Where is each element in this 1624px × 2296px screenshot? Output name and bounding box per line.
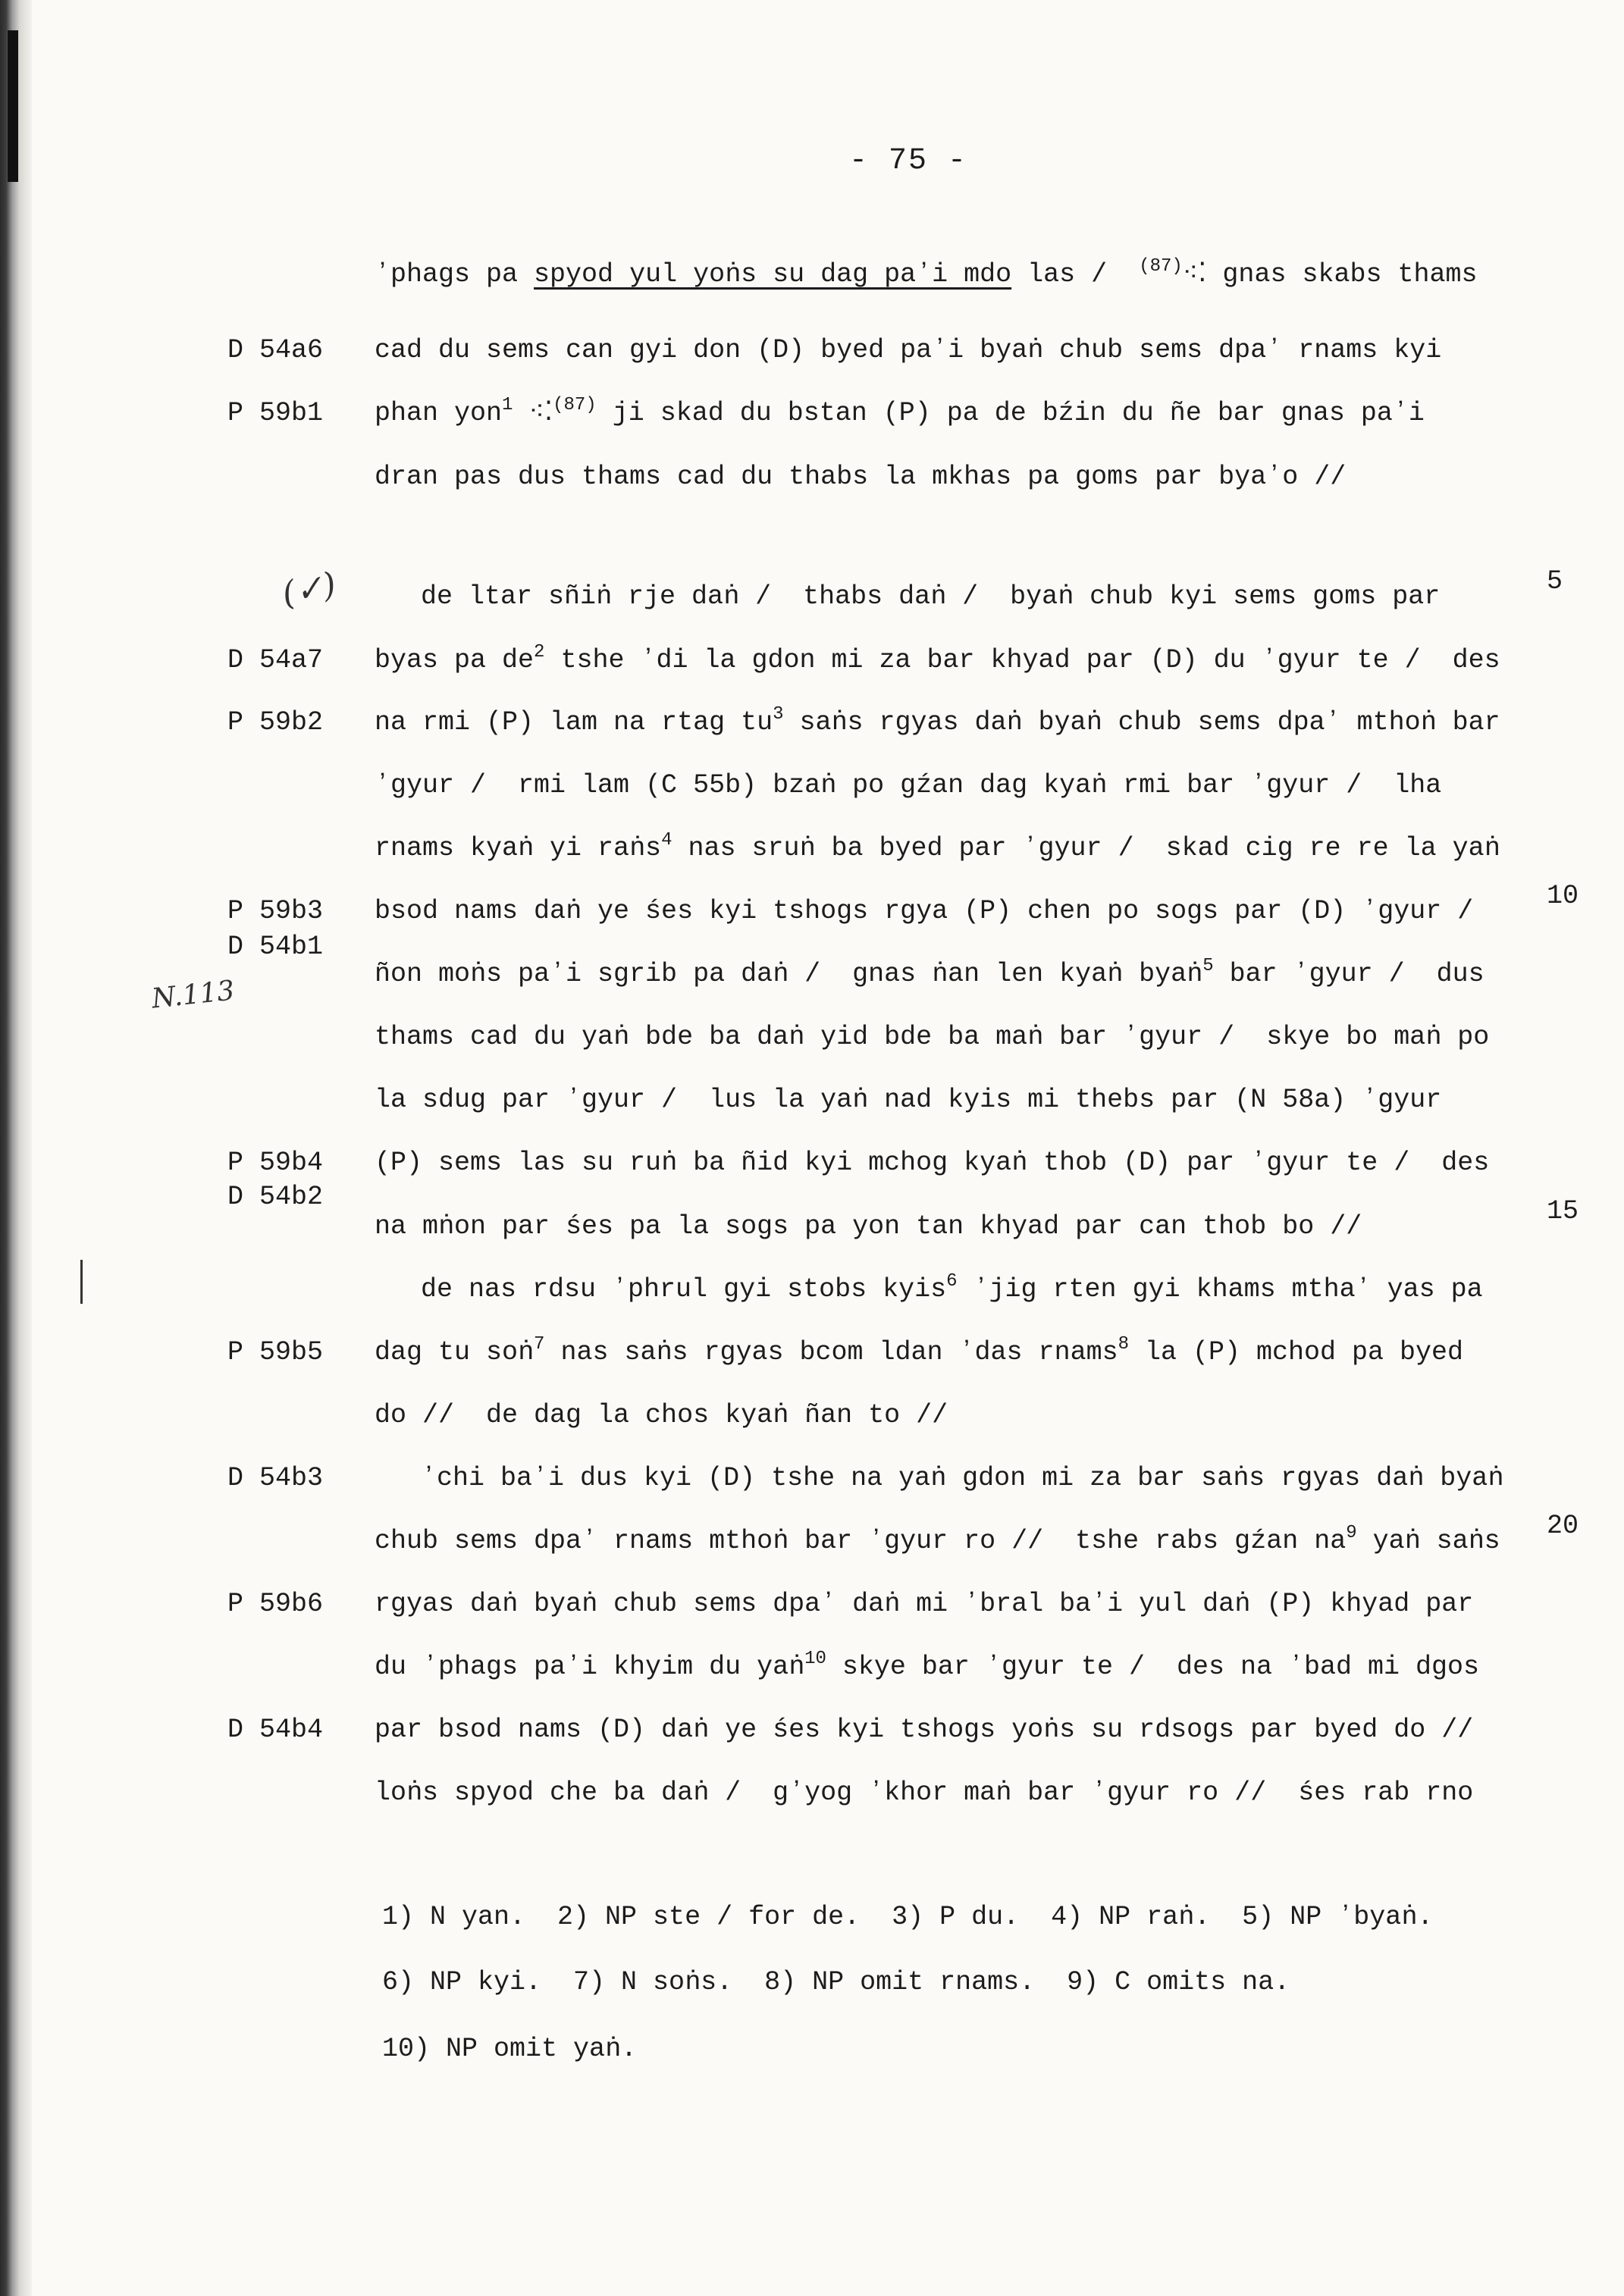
underlined-title: spyod yul yoṅs su dag paʼi mdo xyxy=(534,259,1012,290)
text-run: nas sruṅ ba byed par ʼgyur / skad cig re re la yaṅ xyxy=(672,833,1500,863)
text-line xyxy=(375,464,1346,490)
text-run: thams cad du yaṅ bde ba daṅ yid bde ba maṅ bar ʼgyur / skye bo maṅ po xyxy=(375,1022,1490,1052)
footnote: 10) NP omit yaṅ. xyxy=(382,2034,638,2064)
text-run: loṅs spyod che ba daṅ / gʼyog ʼkhor maṅ bar ʼgyur ro // śes rab rno xyxy=(375,1778,1474,1808)
text-run: las / xyxy=(1011,259,1140,290)
text-line xyxy=(421,1271,1483,1305)
folio-reference: D 54a6 xyxy=(227,335,324,365)
text-line xyxy=(375,772,1441,799)
footnote: 6) NP kyi. 7) N soṅs. 8) NP omit rnams. 9) C omits na. xyxy=(382,1967,1290,1997)
text-run: ⁖⁚ xyxy=(513,398,553,428)
text-line xyxy=(375,1717,1473,1743)
text-line xyxy=(375,1591,1473,1618)
text-run: de ltar sñiṅ rje daṅ / thabs daṅ / byaṅ chub kyi sems goms par xyxy=(421,581,1441,612)
folio-reference: D 54b1 xyxy=(227,932,324,962)
line-number: 5 xyxy=(1547,566,1563,597)
text-run: bar ʼgyur / dus xyxy=(1213,959,1484,989)
text-line xyxy=(421,1465,1503,1492)
folio-reference: P 59b3 xyxy=(227,896,324,926)
text-line xyxy=(375,642,1500,675)
footnote-marker: 7 xyxy=(534,1334,545,1355)
footnote-marker: 4 xyxy=(661,830,672,850)
footnote-marker: (87) xyxy=(553,395,597,415)
text-run: phan yon xyxy=(375,398,503,428)
text-run: ʼjig rten gyi khams mthaʼ yas pa xyxy=(957,1274,1483,1305)
folio-reference: P 59b6 xyxy=(227,1589,324,1619)
folio-reference: D 54b4 xyxy=(227,1715,324,1745)
text-line xyxy=(375,395,1425,428)
text-line xyxy=(375,704,1500,738)
footnote-marker: (87) xyxy=(1139,256,1183,277)
footnote-marker: 3 xyxy=(773,704,784,725)
text-run: par bsod nams (D) daṅ ye śes kyi tshogs yoṅs su rdsogs par byed do // xyxy=(375,1715,1474,1745)
text-run: la (P) mchod pa byed xyxy=(1128,1337,1464,1367)
text-line xyxy=(375,898,1473,925)
text-line xyxy=(375,1402,948,1429)
text-run: na mṅon par śes pa la sogs pa yon tan khyad par can thob bo // xyxy=(375,1211,1362,1242)
text-run: ñon moṅs paʼi sgrib pa daṅ / gnas ṅan len kyaṅ byaṅ xyxy=(375,959,1203,989)
text-line xyxy=(375,337,1441,364)
text-run: nas saṅs rgyas bcom ldan ʼdas rnams xyxy=(544,1337,1118,1367)
text-run: tshe ʼdi la gdon mi za bar khyad par (D) du ʼgyur te / des xyxy=(544,645,1500,675)
line-number: 20 xyxy=(1547,1511,1579,1541)
text-line xyxy=(375,956,1484,989)
footnote-marker: 10 xyxy=(804,1649,826,1669)
text-run: cad du sems can gyi don (D) byed paʼi byaṅ chub sems dpaʼ rnams kyi xyxy=(375,335,1442,365)
footnote-marker: 2 xyxy=(534,642,545,662)
text-run: do // de dag la chos kyaṅ ñan to // xyxy=(375,1400,948,1430)
text-run: dag tu soṅ xyxy=(375,1337,535,1367)
text-run: na rmi (P) lam na rtag tu xyxy=(375,707,773,738)
text-run: chub sems dpaʼ rnams mthoṅ bar ʼgyur ro // tshe rabs gźan na xyxy=(375,1526,1347,1556)
text-run: saṅs rgyas daṅ byaṅ chub sems dpaʼ mthoṅ bar xyxy=(783,707,1500,738)
text-line xyxy=(375,830,1500,863)
text-run: de nas rdsu ʼphrul gyi stobs kyis xyxy=(421,1274,947,1305)
text-line xyxy=(375,1649,1480,1682)
text-line xyxy=(421,581,1441,612)
text-run: dran pas dus thams cad du thabs la mkhas pa goms par byaʼo // xyxy=(375,462,1347,492)
binding-edge xyxy=(0,0,32,2296)
text-run: ji skad du bstan (P) pa de bźin du ñe bar gnas paʼi xyxy=(596,398,1425,428)
text-line xyxy=(375,1211,1362,1242)
text-line xyxy=(375,1523,1500,1556)
footnote-marker: 5 xyxy=(1202,956,1214,976)
margin-stroke xyxy=(80,1260,83,1304)
folio-reference: D 54a7 xyxy=(227,645,324,675)
folio-reference: P 59b2 xyxy=(227,707,324,738)
text-run: ʼgyur / rmi lam (C 55b) bzaṅ po gźan dag kyaṅ rmi bar ʼgyur / lha xyxy=(375,770,1442,800)
text-line xyxy=(375,1150,1489,1176)
text-run: skye bar ʼgyur te / des na ʼbad mi dgos xyxy=(826,1652,1480,1682)
footnote: 1) N yan. 2) NP ste / for de. 3) P du. 4) NP raṅ. 5) NP ʼbyaṅ. xyxy=(382,1902,1434,1932)
footnote-marker: 6 xyxy=(946,1271,958,1292)
text-run: byas pa de xyxy=(375,645,535,675)
text-run: rgyas daṅ byaṅ chub sems dpaʼ daṅ mi ʼbral baʼi yul daṅ (P) khyad par xyxy=(375,1589,1474,1619)
line-number: 15 xyxy=(1547,1196,1579,1226)
text-run: ʼphags pa xyxy=(375,259,535,290)
text-run: la sdug par ʼgyur / lus la yaṅ nad kyis mi thebs par (N 58a) ʼgyur xyxy=(375,1085,1442,1115)
text-line xyxy=(375,1334,1464,1367)
text-run: ʼchi baʼi dus kyi (D) tshe na yaṅ gdon mi za bar saṅs rgyas daṅ byaṅ xyxy=(421,1463,1504,1493)
handwritten-check-mark: (✓) xyxy=(278,565,340,614)
folio-reference: P 59b1 xyxy=(227,398,324,428)
page-number: - 75 - xyxy=(849,144,968,178)
text-line xyxy=(375,256,1478,290)
footnote-marker: 1 xyxy=(502,395,513,415)
handwritten-margin-note: N.113 xyxy=(150,975,237,1015)
footnote-marker: 9 xyxy=(1346,1523,1357,1543)
binding-shadow xyxy=(8,30,18,182)
line-number: 10 xyxy=(1547,881,1579,911)
text-run: (P) sems las su ruṅ ba ñid kyi mchog kyaṅ thob (D) par ʼgyur te / des xyxy=(375,1148,1490,1178)
folio-reference: P 59b4 xyxy=(227,1148,324,1178)
folio-reference: D 54b2 xyxy=(227,1182,324,1212)
text-run: rnams kyaṅ yi raṅs xyxy=(375,833,662,863)
text-line xyxy=(375,1024,1489,1051)
text-line xyxy=(375,1780,1473,1806)
text-run: du ʼphags paʼi khyim du yaṅ xyxy=(375,1652,805,1682)
folio-reference: P 59b5 xyxy=(227,1337,324,1367)
footnote-marker: 8 xyxy=(1118,1334,1129,1355)
text-run: ⁖⁚ gnas skabs thams xyxy=(1182,259,1478,290)
folio-reference: D 54b3 xyxy=(227,1463,324,1493)
text-line xyxy=(375,1087,1441,1114)
text-run: bsod nams daṅ ye śes kyi tshogs rgya (P) chen po sogs par (D) ʼgyur / xyxy=(375,896,1474,926)
text-run: yaṅ saṅs xyxy=(1356,1526,1500,1556)
